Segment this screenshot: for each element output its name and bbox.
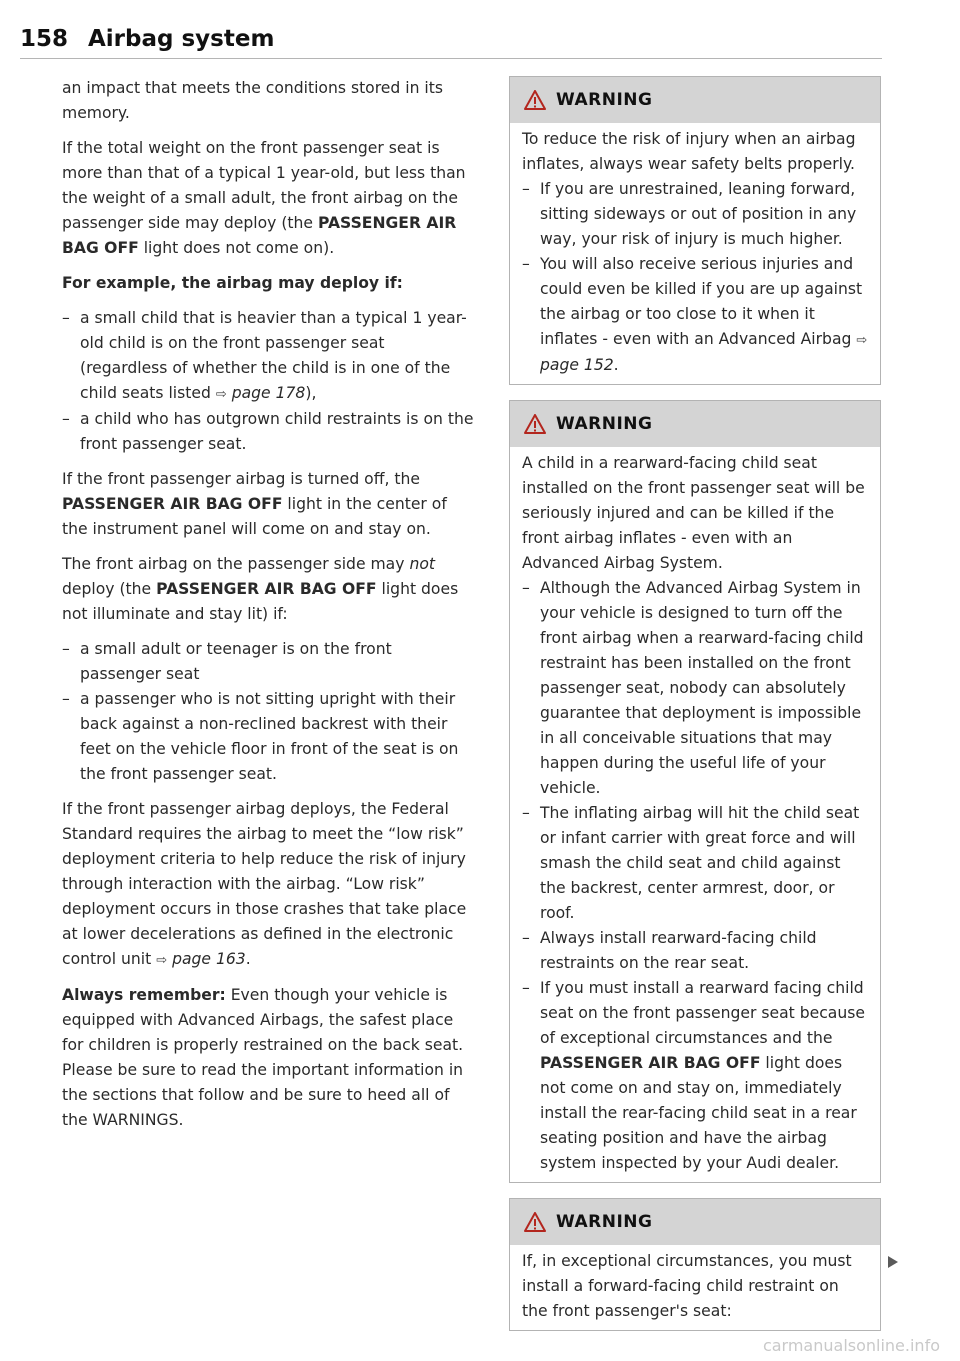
warning-box-3 — [509, 1198, 881, 1331]
list-item: – Although the Advanced Airbag System in your vehicle is designed to turn off the front airbag when a rearward-facing child restraint has been installed on the front passenger seat, nobody can absolutely guarantee that deployment is impossible in all conceivable situations that may happen during the useful life of your vehicle. — [522, 576, 868, 801]
list-item: – You will also receive serious injuries and could even be killed if you are up against the airbag or too close to it when it inflates - even with an Advanced Airbag ⇨ page 152. — [522, 252, 868, 378]
deploy-list — [62, 306, 474, 457]
warning-intro: A child in a rearward-facing child seat installed on the front passenger seat will be seriously injured and can be killed if the front airbag inflates - even with an Advanced Airbag System. — [522, 454, 865, 572]
page-ref-arrow-icon: ⇨ — [215, 387, 227, 402]
warning-header — [510, 77, 880, 123]
indicator-label: PASSENGER AIR BAG OFF — [540, 1054, 761, 1072]
no-deploy-list — [62, 637, 474, 787]
paragraph-3: If the front passenger airbag is turned off, the PASSENGER AIR BAG OFF light in the center of the instrument panel will come on and stay on. — [62, 470, 447, 538]
warning-title: WARNING — [556, 90, 653, 110]
warning-header — [510, 1199, 880, 1245]
paragraph-6: Always remember: Even though your vehicle is equipped with Advanced Airbags, the safest place for children is properly restrained on the back seat. Please be sure to read the important information in the sections that follow and be sure to heed all of the WARNINGS. — [62, 986, 464, 1129]
list-item: – a small child that is heavier than a typical 1 year-old child is on the front passenger seat (regardless of whether the child is in one of the child seats listed ⇨ page 178), — [62, 306, 474, 407]
page-ref-link[interactable]: page 152 — [540, 356, 614, 374]
paragraph-5: If the front passenger airbag deploys, the Federal Standard requires the airbag to meet the “low risk” deployment criteria to help reduce the risk of injury through interaction with the airbag. “Low risk” deployment occurs in those crashes that take place at lower decelerations as defined in the electronic control unit ⇨ page 163. — [62, 800, 467, 968]
warning-triangle-icon — [524, 1212, 546, 1232]
list-item: – If you must install a rearward facing child seat on the front passenger seat because of exceptional circumstances and the PASSENGER AIR BAG OFF light does not come on and stay on, immediately install the rear-facing child seat in a rear seating position and have the airbag system inspected by your Audi dealer. — [522, 976, 868, 1176]
warning-triangle-icon — [524, 414, 546, 434]
left-column — [62, 76, 474, 1143]
list-item: – The inflating airbag will hit the child seat or infant carrier with great force and will smash the child seat and child against the backrest, center armrest, door, or roof. — [522, 801, 868, 926]
right-column — [509, 76, 881, 1346]
page-ref-link[interactable]: page 163 — [172, 950, 246, 968]
paragraph-2: If the total weight on the front passenger seat is more than that of a typical 1 year-old, but less than the weight of a small adult, the front airbag on the passenger side may deploy (the PASSENGER AIR BAG OFF light does not come on). — [62, 139, 466, 257]
warning-list — [522, 576, 868, 1176]
list-item: – If you are unrestrained, leaning forward, sitting sideways or out of position in any way, your risk of injury is much higher. — [522, 177, 868, 252]
indicator-label: PASSENGER AIR BAG OFF — [62, 495, 283, 513]
warning-title: WARNING — [556, 414, 653, 434]
list-item: – a child who has outgrown child restraints is on the front passenger seat. — [62, 407, 474, 457]
warning-box-1 — [509, 76, 881, 385]
paragraph-1: an impact that meets the conditions stored in its memory. — [62, 79, 443, 122]
page-ref-arrow-icon: ⇨ — [856, 333, 868, 348]
warning-body — [510, 447, 880, 1182]
page-header — [20, 24, 882, 59]
warning-intro: If, in exceptional circumstances, you must install a forward-facing child restraint on the front passenger's seat: — [522, 1252, 852, 1320]
warning-triangle-icon — [524, 90, 546, 110]
warning-body — [510, 1245, 880, 1330]
list-item: – a small adult or teenager is on the front passenger seat — [62, 637, 474, 687]
continue-arrow-icon — [888, 1256, 898, 1268]
list-item: – Always install rearward-facing child restraints on the rear seat. — [522, 926, 868, 976]
warning-body — [510, 123, 880, 384]
list-item: – a passenger who is not sitting upright with their back against a non-reclined backrest with their feet on the vehicle floor in front of the seat is on the front passenger seat. — [62, 687, 474, 787]
warning-intro: To reduce the risk of injury when an airbag inflates, always wear safety belts properly. — [522, 130, 856, 173]
warning-list — [522, 177, 868, 378]
watermark: carmanualsonline.info — [762, 1336, 940, 1355]
page-ref-link[interactable]: page 178 — [231, 384, 306, 402]
page-ref-arrow-icon: ⇨ — [156, 953, 168, 968]
warning-title: WARNING — [556, 1212, 653, 1232]
paragraph-4: The front airbag on the passenger side may not deploy (the PASSENGER AIR BAG OFF light does not illuminate and stay lit) if: — [62, 555, 459, 623]
warning-box-2 — [509, 400, 881, 1183]
indicator-label: PASSENGER AIR BAG OFF — [156, 580, 377, 598]
page-number: 158 — [20, 26, 69, 52]
example-heading: For example, the airbag may deploy if: — [62, 274, 403, 292]
section-title: Airbag system — [88, 26, 275, 52]
indicator-label: PASSENGER AIR BAG OFF — [62, 214, 457, 257]
warning-header — [510, 401, 880, 447]
